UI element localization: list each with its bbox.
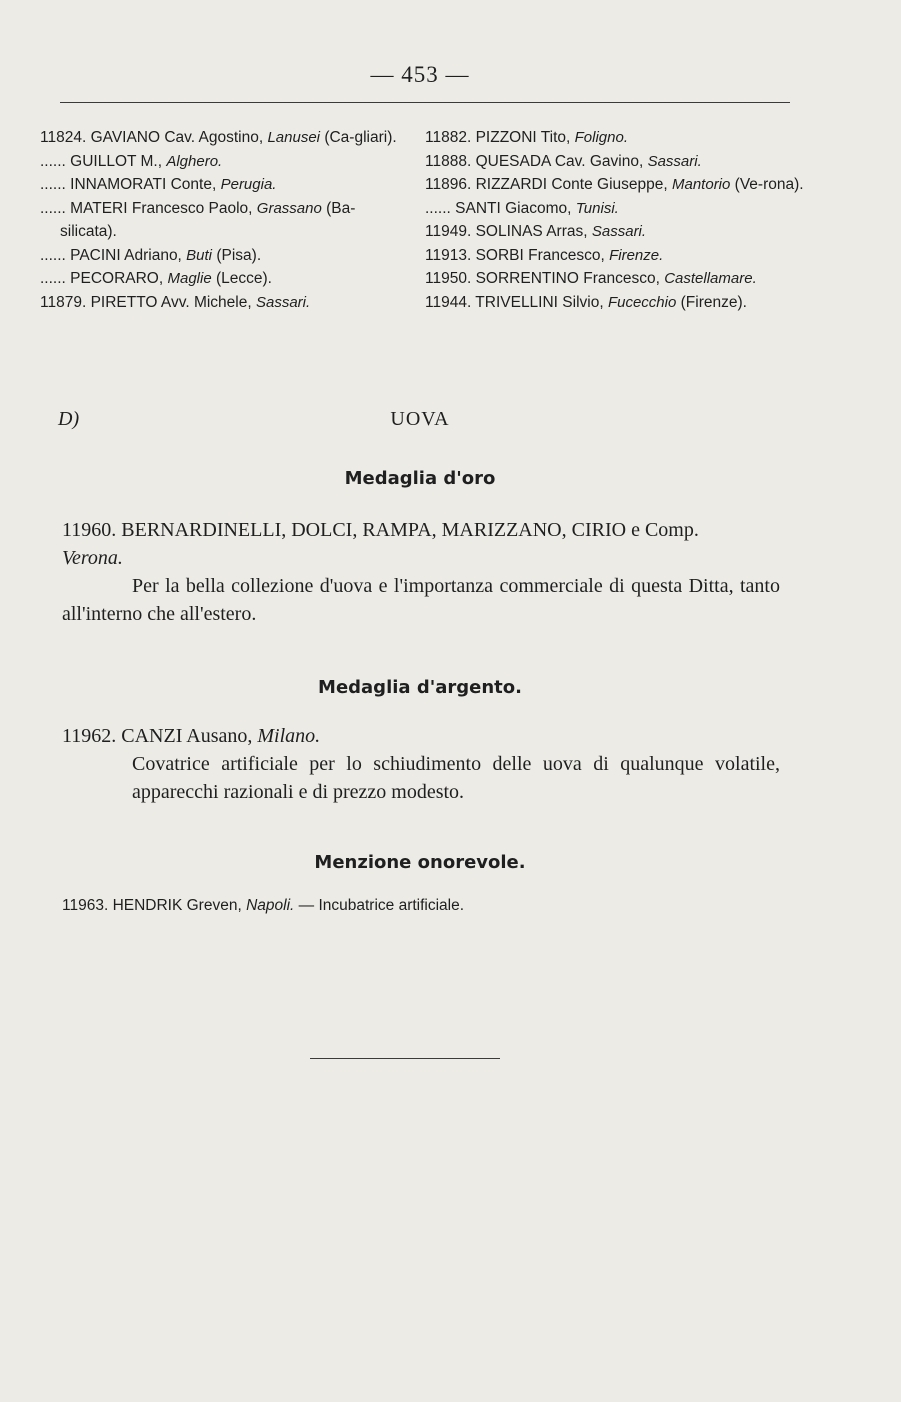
list-item: 11950. SORRENTINO Francesco, Castellamare. xyxy=(425,270,757,287)
section-title: UOVA xyxy=(390,408,450,430)
left-column xyxy=(40,126,410,314)
honorable-entry-desc: — Incubatrice artificiale. xyxy=(294,897,465,914)
list-item: ...... INNAMORATI Conte, Perugia. xyxy=(40,176,277,193)
gold-entry-name: 11960. BERNARDINELLI, DOLCI, RAMPA, MARIZZANO, CIRIO e Comp. xyxy=(62,519,699,541)
silver-entry-name: 11962. CANZI Ausano, xyxy=(62,725,258,747)
list-item: ...... PECORARO, Maglie (Lecce). xyxy=(40,270,272,287)
gold-description: Per la bella collezione d'uova e l'importanza commerciale di questa Ditta, tanto all'interno che all'estero. xyxy=(62,575,780,625)
list-item: ...... GUILLOT M., Alghero. xyxy=(40,152,223,170)
silver-description: Covatrice artificiale per lo schiudimento delle uova di qualunque volatile, apparecchi razionali e di prezzo modesto. xyxy=(132,753,780,803)
gold-entry-place: Verona. xyxy=(62,547,123,569)
list-item: 11879. PIRETTO Avv. Michele, Sassari. xyxy=(40,293,311,311)
silver-heading: Medaglia d'argento. xyxy=(318,677,522,698)
list-item: ...... PACINI Adriano, Buti (Pisa). xyxy=(40,246,262,264)
list-item: 11944. TRIVELLINI Silvio, Fucecchio (Firenze). xyxy=(425,293,747,311)
list-item: 11913. SORBI Francesco, Firenze. xyxy=(425,246,664,264)
closing-rule xyxy=(310,1058,500,1059)
list-item: 11824. GAVIANO Cav. Agostino, Lanusei (Ca-gliari). xyxy=(40,129,397,146)
silver-entry xyxy=(62,722,782,750)
honorable-heading: Menzione onorevole. xyxy=(314,852,526,873)
list-item: 11896. RIZZARDI Conte Giuseppe, Mantorio (Ve-rona). xyxy=(425,176,804,193)
gold-heading: Medaglia d'oro xyxy=(344,468,496,489)
header-rule xyxy=(60,102,790,103)
list-item: ...... MATERI Francesco Paolo, Grassano (Ba-silicata). xyxy=(40,199,356,240)
list-item: 11882. PIZZONI Tito, Foligno. xyxy=(425,129,628,146)
honorable-entry xyxy=(62,897,762,915)
list-item: 11949. SOLINAS Arras, Sassari. xyxy=(425,223,647,240)
section-letter: D) xyxy=(58,408,80,430)
list-item: ...... SANTI Giacomo, Tunisi. xyxy=(425,199,619,217)
silver-entry-place: Milano. xyxy=(257,725,321,747)
honorable-entry-place: Napoli. xyxy=(246,897,295,914)
honorable-entry-name: 11963. HENDRIK Greven, xyxy=(62,897,247,914)
right-column xyxy=(425,126,805,314)
list-item: 11888. QUESADA Cav. Gavino, Sassari. xyxy=(425,152,702,170)
page-number: — 453 — xyxy=(370,62,470,87)
gold-entry xyxy=(62,516,782,572)
